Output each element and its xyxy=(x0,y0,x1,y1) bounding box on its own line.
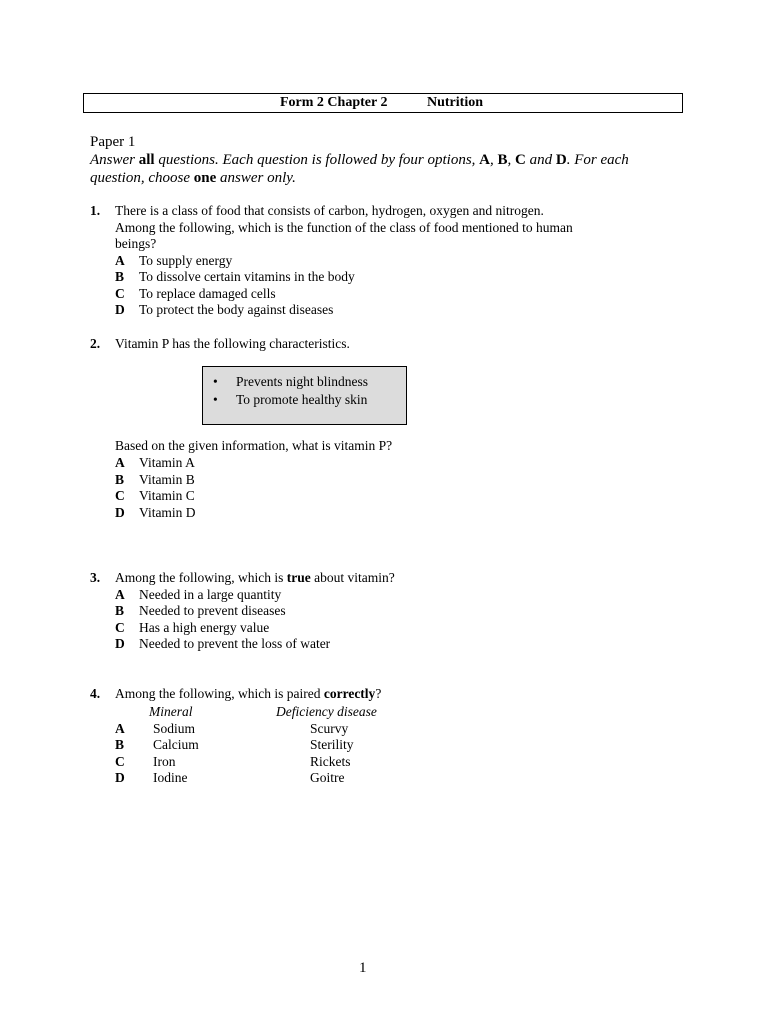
question-followup: Based on the given information, what is vitamin P? xyxy=(115,438,393,453)
option-letter: C xyxy=(115,753,125,769)
mineral-cell: Sodium xyxy=(153,720,196,736)
option-c: C Has a high energy value xyxy=(115,619,270,635)
question-number: 1. xyxy=(90,203,101,218)
question-stem: Vitamin P has the following characteristics. xyxy=(115,336,350,351)
disease-cell: Rickets xyxy=(310,753,351,769)
option-letter: D xyxy=(115,770,125,785)
question-stem-line: There is a class of food that consists of carbon, hydrogen, oxygen and nitrogen. xyxy=(115,203,544,218)
option-b: B To dissolve certain vitamins in the body xyxy=(115,269,355,284)
mineral-cell: Iodine xyxy=(153,770,188,785)
disease-cell: Sterility xyxy=(310,737,354,752)
mineral-cell: Calcium xyxy=(153,737,199,752)
option-a: A Needed in a large quantity xyxy=(115,586,282,602)
option-c: C To replace damaged cells xyxy=(115,285,276,301)
question-stem-line: beings? xyxy=(115,236,157,251)
disease-cell: Goitre xyxy=(310,770,345,785)
characteristic-item: • Prevents night blindness xyxy=(213,374,368,389)
option-a: A Vitamin A xyxy=(115,455,195,470)
question-number: 2. xyxy=(90,336,101,351)
option-letter: A xyxy=(115,720,125,736)
chapter-title: Form 2 Chapter 2 xyxy=(280,95,388,110)
disease-cell: Scurvy xyxy=(310,720,349,736)
question-stem: Among the following, which is paired correctly? xyxy=(115,686,382,701)
question-number: 4. xyxy=(90,686,101,701)
bullet-icon: • xyxy=(213,392,218,407)
question-stem: Among the following, which is true about vitamin? xyxy=(115,570,395,585)
column-header-disease: Deficiency disease xyxy=(276,704,377,719)
option-b: B Needed to prevent diseases xyxy=(115,603,286,618)
option-d: D Needed to prevent the loss of water xyxy=(115,636,331,651)
bullet-icon: • xyxy=(213,374,218,389)
page-number: 1 xyxy=(359,960,367,976)
instructions: Answer all questions. Each question is followed by four options, A, B, C and D. For each question, choose one answer only. xyxy=(90,152,629,186)
option-d: D Vitamin D xyxy=(115,504,196,520)
topic-title: Nutrition xyxy=(427,95,483,110)
title-box xyxy=(83,93,683,113)
paper-label: Paper 1 xyxy=(90,134,136,150)
mineral-cell: Iron xyxy=(153,753,176,769)
option-b: B Vitamin B xyxy=(115,471,195,487)
characteristics-box xyxy=(202,366,407,425)
option-d: D To protect the body against diseases xyxy=(115,302,334,317)
column-header-mineral: Mineral xyxy=(149,704,193,719)
option-a: A To supply energy xyxy=(115,252,233,268)
question-stem-line: Among the following, which is the function of the class of food mentioned to human xyxy=(115,219,573,235)
option-c: C Vitamin C xyxy=(115,488,195,503)
characteristic-item: • To promote healthy skin xyxy=(213,392,368,407)
question-number: 3. xyxy=(90,570,101,585)
option-letter: B xyxy=(115,737,125,752)
